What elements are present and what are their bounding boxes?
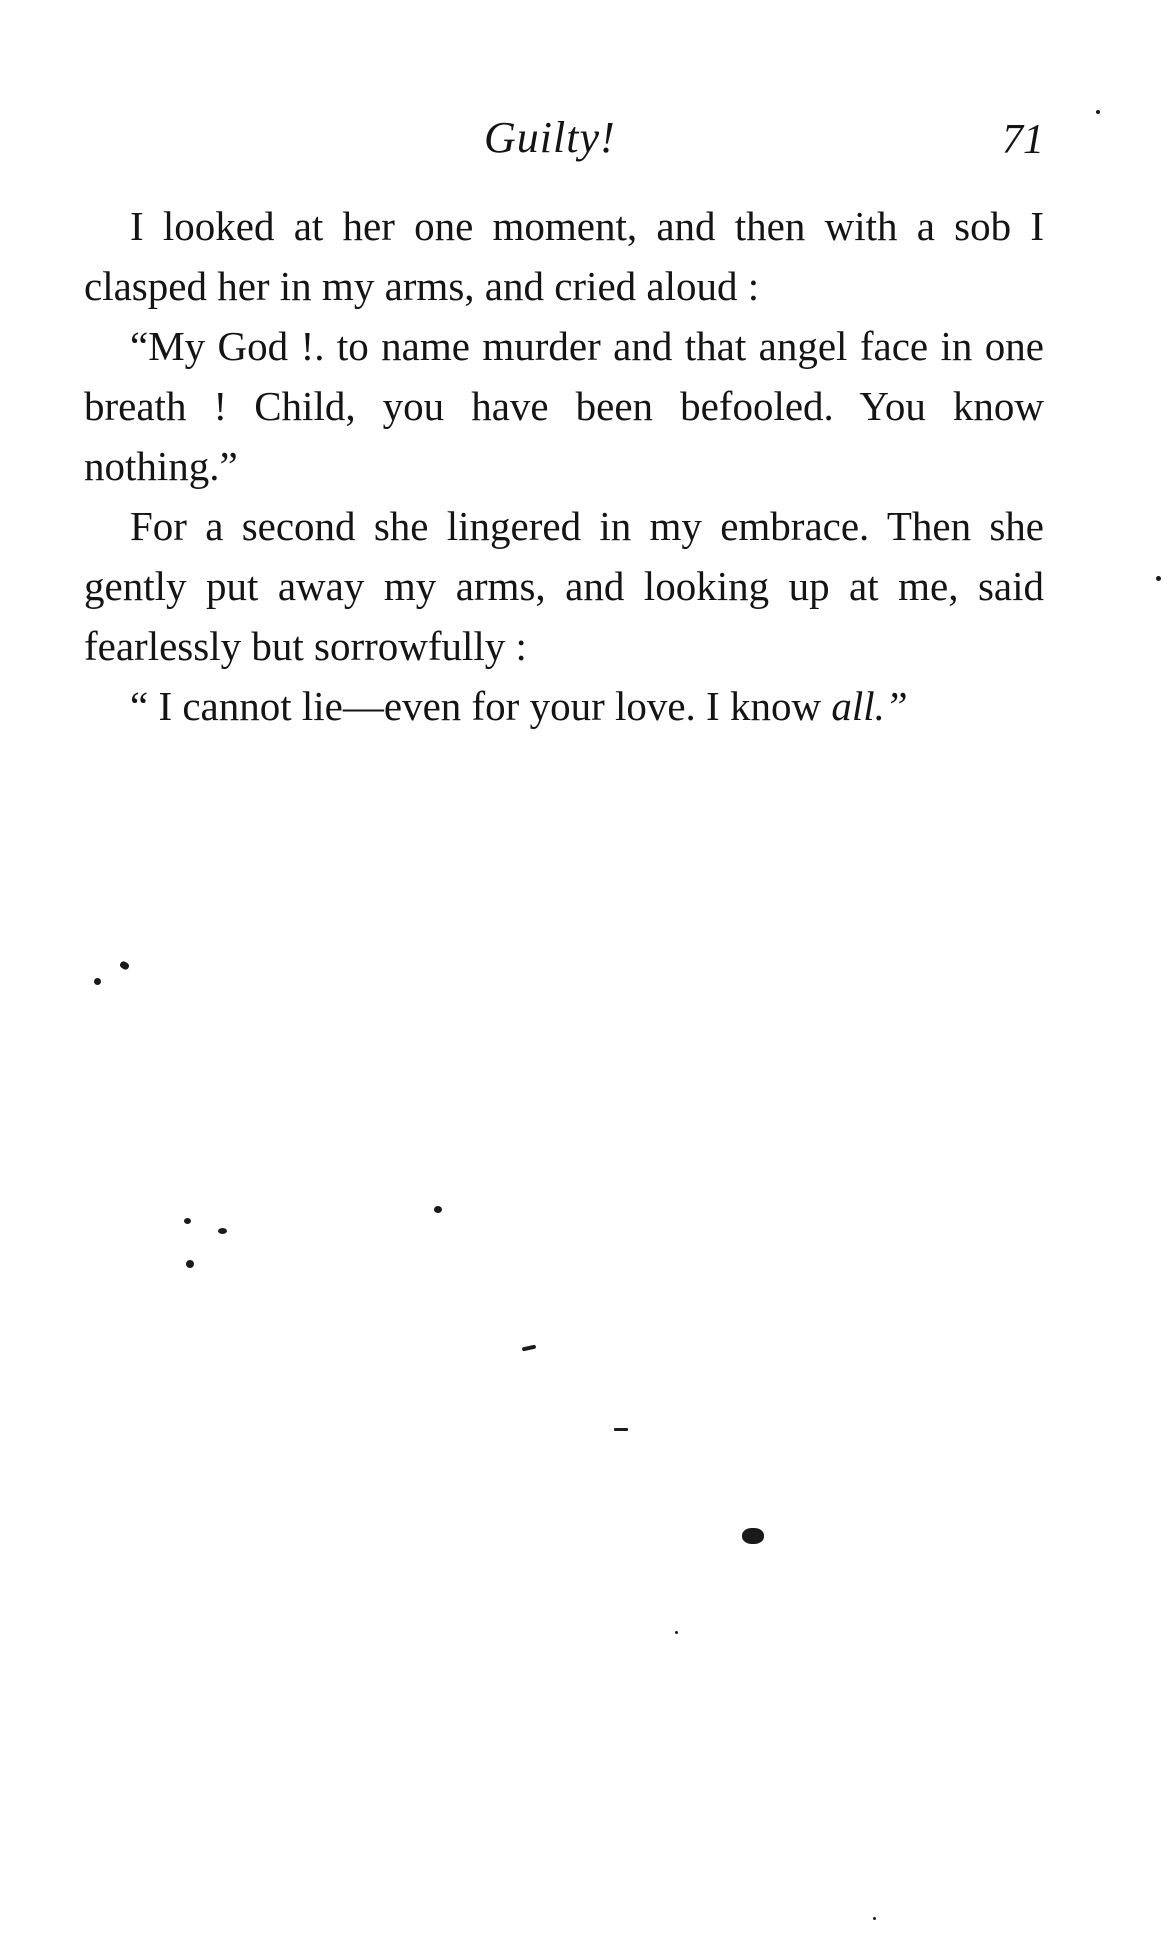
ink-speck [218,1228,227,1234]
ink-speck [119,960,130,971]
paragraph-2: “My God !. to name murder and that angel face in one breath ! Child, you have been befooled. You know nothing.” [84,323,1044,489]
ink-speck [1096,110,1100,114]
ink-speck [742,1528,764,1544]
running-head [84,112,1044,172]
ink-speck [434,1206,442,1213]
ink-speck [614,1428,628,1431]
page-number: 71 [1002,117,1044,163]
ink-speck [186,1260,194,1268]
ink-speck [1156,576,1161,581]
ink-speck [873,1917,876,1920]
ink-speck [94,978,101,985]
ink-speck [522,1345,537,1352]
paragraph-4-emphasis: all.” [831,683,908,729]
ink-speck [184,1218,191,1224]
paragraph-4 [84,676,1044,736]
ink-speck [675,1631,678,1634]
paragraph-1: I looked at her one moment, and then with a sob I clasped her in my arms, and cried aloud : [84,203,1044,309]
page-header-title: Guilty! [484,113,616,162]
body-text [84,196,1044,736]
paragraph-4-text: “ I cannot lie—even for your love. I know [130,683,832,729]
paragraph-3: For a second she lingered in my embrace. Then she gently put away my arms, and looking up at me, said fearlessly but sorrowfully : [84,503,1044,669]
